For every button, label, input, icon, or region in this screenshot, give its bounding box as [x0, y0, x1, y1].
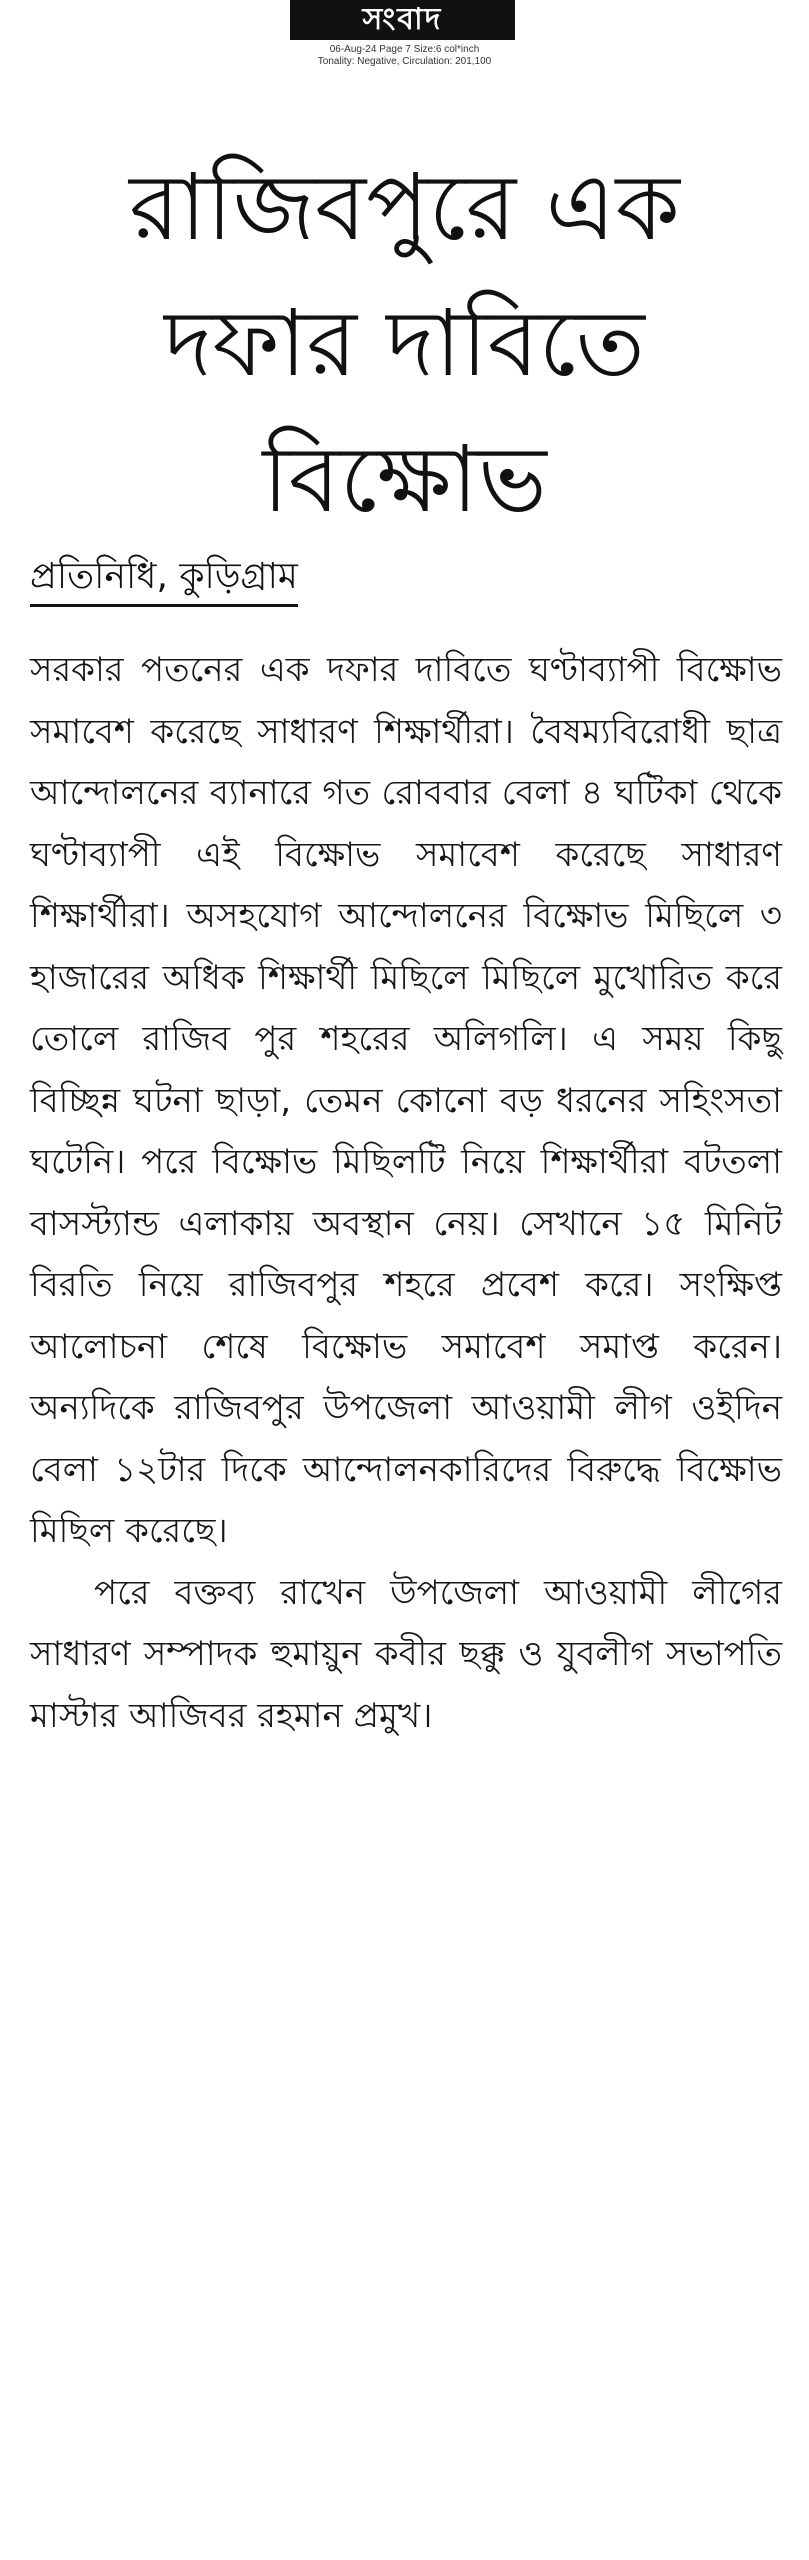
- article-body: [30, 640, 782, 1747]
- masthead: [0, 0, 809, 80]
- headline-line-2: দফার দাবিতে: [164, 290, 645, 397]
- article-headline: [20, 140, 789, 548]
- clipping-meta-date: 06-Aug-24 Page 7 Size:6 col*inch: [329, 44, 480, 55]
- article-byline: প্রতিনিধি, কুড়িগ্রাম: [30, 552, 298, 607]
- article-paragraph: পরে বক্তব্য রাখেন উপজেলা আওয়ামী লীগের সাধারণ সম্পাদক হুমায়ুন কবীর ছক্কু ও যুবলীগ সভাপতি মাস্টার আজিবর রহমান প্রমুখ।: [30, 1572, 782, 1736]
- article-paragraph: সরকার পতনের এক দফার দাবিতে ঘণ্টাব্যাপী বিক্ষোভ সমাবেশ করেছে সাধারণ শিক্ষার্থীরা। বৈষম্যবিরোধী ছাত্র আন্দোলনের ব্যানারে গত রোববার বেলা ৪ ঘটিকা থেকে ঘণ্টাব্যাপী এই বিক্ষোভ সমাবেশ করেছে সাধারণ শিক্ষার্থীরা। অসহযোগ আন্দোলনের বিক্ষোভ মিছিলে ৩ হাজারের অধিক শিক্ষার্থী মিছিলে মিছিলে মুখোরিত করে তোলে রাজিব পুর শহরের অলিগলি। এ সময় কিছু বিচ্ছিন্ন ঘটনা ছাড়া, তেমন কোনো বড় ধরনের সহিংসতা ঘটেনি। পরে বিক্ষোভ মিছিলটি নিয়ে শিক্ষার্থীরা বটতলা বাসস্ট্যান্ড এলাকায় অবস্থান নেয়। সেখানে ১৫ মিনিট বিরতি নিয়ে রাজিবপুর শহরে প্রবেশ করে। সংক্ষিপ্ত আলোচনা শেষে বিক্ষোভ সমাবেশ সমাপ্ত করেন। অন্যদিকে রাজিবপুর উপজেলা আওয়ামী লীগ ওইদিন বেলা ১২টার দিকে আন্দোলনকারিদের বিরুদ্ধে বিক্ষোভ মিছিল করেছে।: [30, 650, 782, 1551]
- headline-line-1: রাজিবপুরে এক: [129, 154, 680, 261]
- clipping-meta-tonality: Tonality: Negative, Circulation: 201,100: [317, 56, 492, 67]
- newspaper-logo: সংবাদ: [290, 0, 515, 40]
- headline-line-3: বিক্ষোভ: [262, 426, 547, 533]
